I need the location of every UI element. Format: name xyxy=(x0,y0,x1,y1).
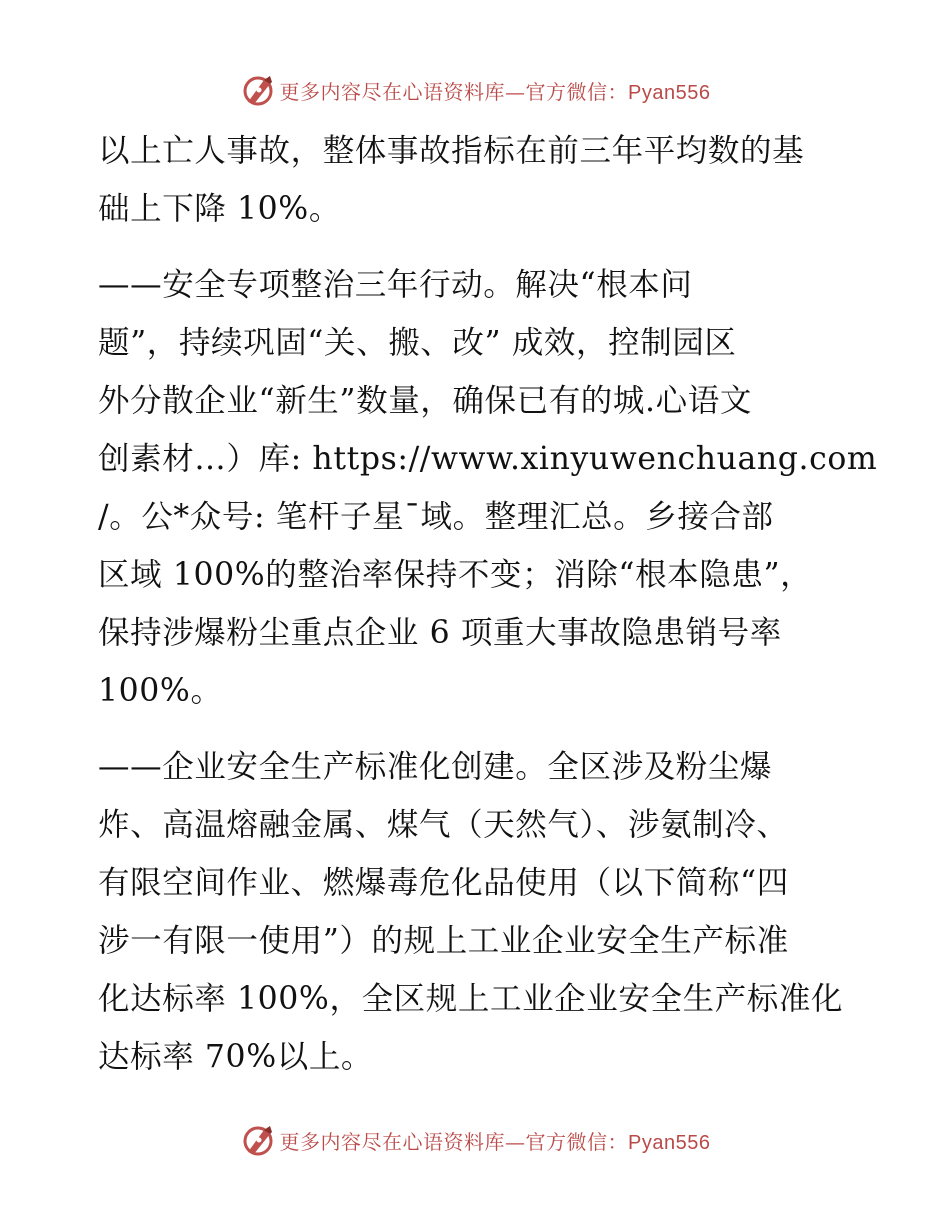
text-line: ——安全专项整治三年行动。解决“根本问 xyxy=(98,267,693,303)
text-line: 题”，持续巩固“关、搬、改” 成效，控制园区 xyxy=(98,325,737,361)
paragraph-1 xyxy=(98,122,858,238)
paragraph-2 xyxy=(98,256,878,720)
text-line: 区域 100%的整治率保持不变；消除“根本隐患”， xyxy=(98,557,813,593)
text-line: 外分散企业“新生”数量，确保已有的城.心语文 xyxy=(98,383,752,419)
pen-nib-logo-icon xyxy=(240,72,276,108)
header-wechat-handle: Pyan556 xyxy=(628,81,711,104)
text-line: 达标率 70%以上。 xyxy=(98,1039,374,1075)
text-line: 100%。 xyxy=(98,673,223,709)
text-line: 涉一有限一使用”）的规上工业企业安全生产标准 xyxy=(98,923,789,959)
text-line: 创素材…）库: https://www.xinyuwenchuang.com xyxy=(98,441,878,477)
text-line: ——企业安全生产标准化创建。全区涉及粉尘爆 xyxy=(98,749,773,785)
text-line: /。公*众号: 笔杆子星¯域。整理汇总。乡接合部 xyxy=(98,499,774,535)
footer-wechat-handle: Pyan556 xyxy=(628,1131,711,1154)
header-banner-text: 更多内容尽在心语资料库—官方微信：Pyan556 xyxy=(279,79,711,104)
footer-banner-text: 更多内容尽在心语资料库—官方微信：Pyan556 xyxy=(279,1129,711,1154)
text-line: 化达标率 100%，全区规上工业企业安全生产标准化 xyxy=(98,981,844,1017)
paragraph-3 xyxy=(98,738,858,1086)
footer-banner xyxy=(0,1120,950,1160)
text-line: 础上下降 10%。 xyxy=(98,191,341,227)
text-line: 保持涉爆粉尘重点企业 6 项重大事故隐患销号率 xyxy=(98,615,782,651)
text-line: 有限空间作业、燃爆毒危化品使用（以下简称“四 xyxy=(98,865,789,901)
pen-nib-logo-icon xyxy=(240,1122,276,1158)
text-line: 以上亡人事故，整体事故指标在前三年平均数的基 xyxy=(98,133,805,169)
document-body xyxy=(98,122,878,1086)
header-banner xyxy=(0,70,950,110)
text-line: 炸、高温熔融金属、煤气（天然气）、涉氨制冷、 xyxy=(98,807,789,843)
